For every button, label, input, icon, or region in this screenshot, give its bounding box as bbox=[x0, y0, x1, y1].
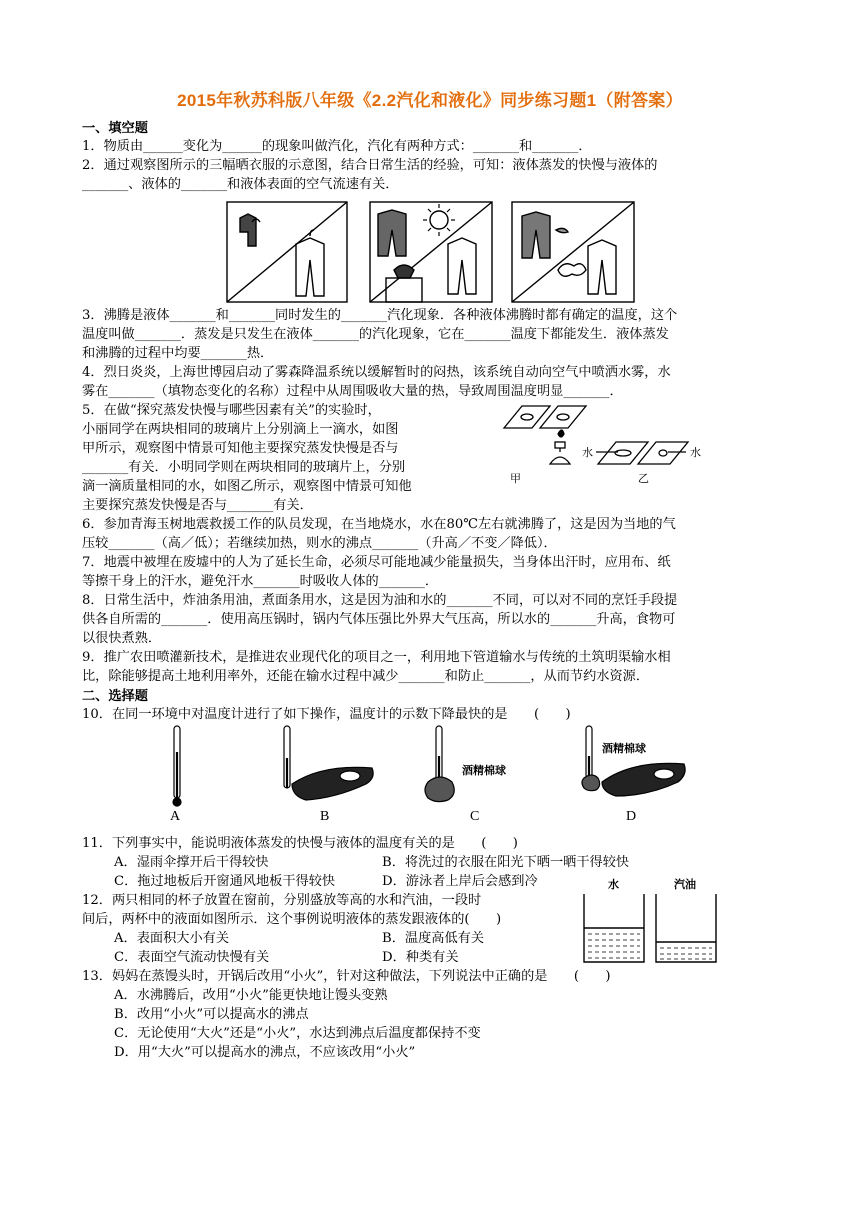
question-3-line-2: 温度叫做_______．蒸发是只发生在液体_______的汽化现象，它在_______温度下都能发生．液体蒸发 bbox=[82, 327, 669, 342]
question-8-line-2: 供各自所需的_______．使用高压锅时，锅内气体压强比外界大气压高，所以水的_______升高，食物可 bbox=[82, 612, 676, 627]
question-11-option-d: D．游泳者上岸后会感到冷 bbox=[382, 874, 538, 889]
question-13-option-b: B．改用“小火”可以提高水的沸点 bbox=[114, 1007, 309, 1022]
clothes-drying-figure bbox=[226, 200, 636, 304]
question-11-option-c: C．拖过地板后开窗通风地板干得较快 bbox=[114, 874, 336, 889]
question-5-line-2: 小丽同学在两块相同的玻璃片上分别滴上一滴水，如图 bbox=[82, 422, 399, 437]
question-6-line-1: 6．参加青海玉树地震救援工作的队员发现，在当地烧水，水在80℃左右就沸腾了，这是因为当地的气 bbox=[82, 517, 676, 532]
page-title: 2015年秋苏科版八年级《2.2汽化和液化》同步练习题1（附答案） bbox=[177, 91, 683, 110]
evaporation-experiment-figure bbox=[500, 402, 730, 486]
section-heading-choice: 二、选择题 bbox=[82, 688, 148, 703]
question-12-line-1: 12．两只相同的杯子放置在窗前，分别盛放等高的水和汽油，一段时 bbox=[82, 893, 482, 908]
section-heading-fill: 一、填空题 bbox=[82, 120, 148, 135]
question-12-option-a: A．表面积大小有关 bbox=[114, 931, 230, 946]
question-13-stem: 13．妈妈在蒸馒头时，开锅后改用“小火”，针对这种做法，下列说法中正确的是 ( ) bbox=[82, 969, 611, 984]
question-9-line-2: 比，除能够提高土地利用率外，还能在输水过程中减少_______和防止_______，从而节约水资源． bbox=[82, 669, 650, 684]
question-11-stem: 11．下列事实中，能说明液体蒸发的快慢与液体的温度有关的是 ( ) bbox=[82, 836, 518, 851]
cup-label-gasoline: 汽油 bbox=[674, 878, 696, 891]
option-label-a: A bbox=[170, 809, 181, 824]
question-5-line-4: _______有关．小明同学则在两块相同的玻璃片上，分别 bbox=[82, 460, 406, 475]
question-13-option-c: C．无论使用“大火”还是“小火”，水达到沸点后温度都保持不变 bbox=[114, 1026, 481, 1041]
question-3-line-1: 3．沸腾是液体_______和_______同时发生的_______汽化现象．各种液体沸腾时都有确定的温度，这个 bbox=[82, 308, 678, 323]
question-8-line-3: 以很快煮熟． bbox=[82, 631, 162, 646]
question-5-line-6: 主要探究蒸发快慢是否与_______有关． bbox=[82, 498, 313, 513]
question-5-line-1: 5．在做“探究蒸发快慢与哪些因素有关”的实验时， bbox=[82, 403, 381, 418]
question-4-line-1: 4．烈日炎炎，上海世博园启动了雾森降温系统以缓解暂时的闷热，该系统自动向空气中喷洒水雾，水 bbox=[82, 365, 671, 380]
question-11-option-b: B．将洗过的衣服在阳光下晒一晒干得较快 bbox=[382, 855, 630, 870]
option-label-b: B bbox=[320, 809, 330, 824]
question-2-line-2: _______、液体的_______和液体表面的空气流速有关． bbox=[82, 177, 399, 192]
question-11-option-a: A．湿雨伞撑开后干得较快 bbox=[114, 855, 269, 870]
question-4-line-2: 雾在_______（填物态变化的名称）过程中从周围吸收大量的热，导致周围温度明显_______． bbox=[82, 384, 623, 399]
figure-label-water-right: 水 bbox=[690, 447, 701, 459]
figure-label-yi: 乙 bbox=[638, 473, 649, 485]
question-10: 10．在同一环境中对温度计进行了如下操作，温度计的示数下降最快的是 ( ) bbox=[82, 707, 571, 722]
question-12-option-d: D．种类有关 bbox=[382, 950, 459, 965]
cup-label-water: 水 bbox=[608, 878, 619, 891]
figure-label-water-left: 水 bbox=[582, 447, 593, 459]
option-label-c: C bbox=[470, 809, 480, 824]
question-12-line-2: 间后，两杯中的液面如图所示．这个事例说明液体的蒸发跟液体的( ) bbox=[82, 912, 502, 927]
question-9-line-1: 9．推广农田喷灌新技术，是推进农业现代化的项目之一，利用地下管道输水与传统的土筑明渠输水相 bbox=[82, 650, 671, 665]
option-label-d: D bbox=[626, 809, 637, 824]
question-13-option-d: D．用“大火”可以提高水的沸点，不应该改用“小火” bbox=[114, 1045, 416, 1060]
question-7-line-1: 7．地震中被埋在废墟中的人为了延长生命，必须尽可能地减少能量损失，当身体出汗时，应用布、纸 bbox=[82, 555, 671, 570]
question-5-line-3: 甲所示，观察图中情景可知他主要探究蒸发快慢是否与 bbox=[82, 441, 399, 456]
figure-label-jia: 甲 bbox=[510, 473, 521, 485]
question-8-line-1: 8．日常生活中，炸油条用油，煮面条用水，这是因为油和水的_______不同，可以对不同的烹饪手段提 bbox=[82, 593, 678, 608]
thermometer-figure bbox=[160, 722, 700, 824]
alcohol-cotton-label-d: 酒精棉球 bbox=[602, 742, 646, 755]
question-12-option-b: B．温度高低有关 bbox=[382, 931, 485, 946]
question-1: 1．物质由______变化为______的现象叫做汽化，汽化有两种方式：_______和_______． bbox=[82, 139, 592, 154]
alcohol-cotton-label-c: 酒精棉球 bbox=[462, 764, 506, 777]
question-6-line-2: 压较_______（高／低）；若继续加热，则水的沸点_______（升高／不变／降低）． bbox=[82, 536, 557, 551]
question-2-line-1: 2．通过观察图所示的三幅晒衣服的示意图，结合日常生活的经验，可知：液体蒸发的快慢与液体的 bbox=[82, 158, 658, 173]
question-3-line-3: 和沸腾的过程中均要_______热． bbox=[82, 346, 274, 361]
question-7-line-2: 等擦干身上的汗水，避免汗水_______时吸收人体的_______． bbox=[82, 574, 439, 589]
question-5-line-5: 滴一滴质量相同的水，如图乙所示，观察图中情景可知他 bbox=[82, 479, 412, 494]
cups-figure bbox=[578, 876, 728, 966]
question-12-option-c: C．表面空气流动快慢有关 bbox=[114, 950, 270, 965]
question-13-option-a: A．水沸腾后，改用“小火”能更快地让馒头变熟 bbox=[114, 988, 388, 1003]
